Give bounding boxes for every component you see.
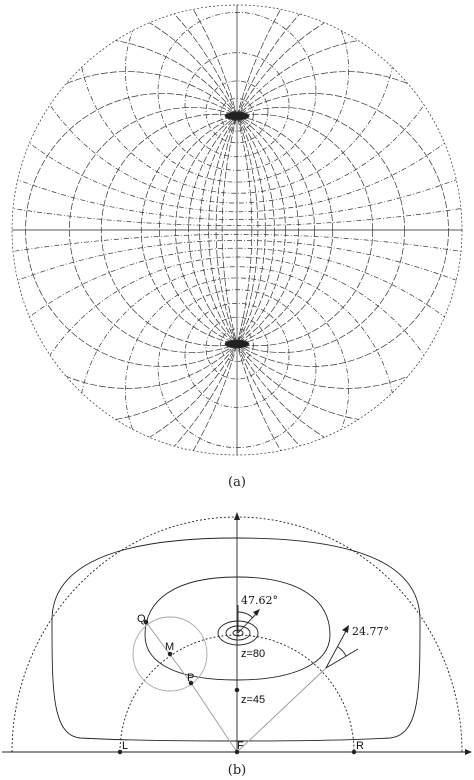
label-R: R <box>356 740 364 752</box>
angle2-arc <box>338 647 346 656</box>
angle1-arc <box>238 612 253 618</box>
panel-a-caption: (a) <box>228 475 246 490</box>
label-P: P <box>187 672 195 684</box>
angle-label-2: 24.77° <box>352 625 389 638</box>
angle1-arrowhead <box>253 609 260 616</box>
lower-pole <box>225 340 249 348</box>
line-P-F <box>191 683 237 752</box>
label-z80: z=80 <box>241 648 266 660</box>
line-F-ray <box>237 668 326 752</box>
angle-label-1: 47.62° <box>241 594 278 607</box>
vertical-arrow <box>234 512 240 520</box>
field-line <box>0 0 265 473</box>
field-line <box>0 0 258 551</box>
baseline-arrow <box>465 749 472 755</box>
label-M: M <box>165 641 175 653</box>
panel-b-caption: (b) <box>227 763 247 778</box>
label-Q: Q <box>137 613 146 625</box>
middle-contour <box>145 577 330 680</box>
panel-b-diagram <box>2 512 472 755</box>
marker-z45 <box>235 688 239 692</box>
label-z45: z=45 <box>241 694 266 706</box>
label-F: F <box>237 740 244 752</box>
label-L: L <box>122 740 129 752</box>
angle1-ray <box>238 612 258 633</box>
upper-pole <box>225 112 249 120</box>
field-line <box>209 0 474 473</box>
